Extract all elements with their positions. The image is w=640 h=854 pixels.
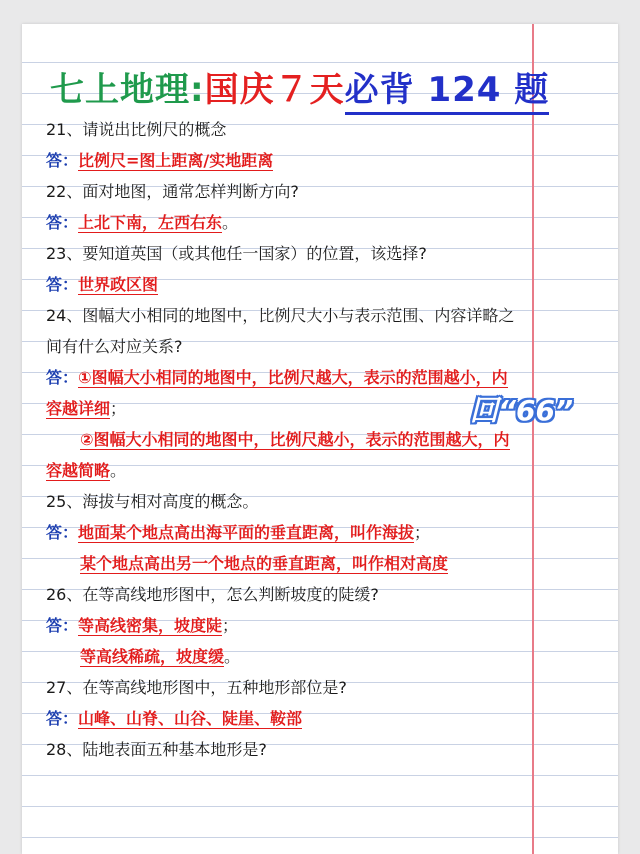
question-24-cont: 间有什么对应关系?: [46, 337, 183, 356]
answer-26-part1: 答：等高线密集，坡度陡；: [46, 616, 239, 635]
question-26: 26、在等高线地形图中，怎么判断坡度的陡缓?: [46, 585, 379, 604]
answer-24-part1-cont: 容越详细；: [46, 399, 127, 418]
page-title: [50, 60, 610, 120]
title-count: 必背 124 题: [345, 70, 550, 115]
answer-21: 答：比例尺=图上距离/实地距离: [46, 151, 274, 170]
question-25: 25、海拔与相对高度的概念。: [46, 492, 259, 511]
answer-27: 答：山峰、山脊、山谷、陡崖、鞍部: [46, 709, 303, 728]
question-28: 28、陆地表面五种基本地形是?: [46, 740, 267, 759]
question-27: 27、在等高线地形图中，五种地形部位是?: [46, 678, 347, 697]
answer-24-part2-cont: 容越简略。: [46, 461, 127, 480]
answer-24-part2: ②图幅大小相同的地图中，比例尺越小，表示的范围越大，内: [80, 430, 510, 449]
question-22: 22、面对地图，通常怎样判断方向?: [46, 182, 299, 201]
answer-23: 答：世界政区图: [46, 275, 159, 294]
answer-26-part2: 等高线稀疏，坡度缓。: [80, 647, 241, 666]
answer-25-part1: 答：地面某个地点高出海平面的垂直距离，叫作海拔；: [46, 523, 431, 542]
answer-25-part2: 某个地点高出另一个地点的垂直距离，叫作相对高度: [80, 554, 449, 573]
title-subject: 七上地理:: [50, 70, 205, 110]
note-sheet: [22, 24, 618, 854]
question-21: 21、请说出比例尺的概念: [46, 120, 227, 139]
answer-24-part1: 答：①图幅大小相同的地图中，比例尺越大，表示的范围越小，内: [46, 368, 508, 387]
question-23: 23、要知道英国（或其他任一国家）的位置，该选择?: [46, 244, 427, 263]
question-24: 24、图幅大小相同的地图中，比例尺大小与表示范围、内容详略之: [46, 306, 515, 325]
answer-22: 答：上北下南，左西右东。: [46, 213, 239, 232]
title-holiday: 国庆７天: [204, 70, 345, 110]
reply-66-badge: 回“66”: [470, 394, 574, 427]
